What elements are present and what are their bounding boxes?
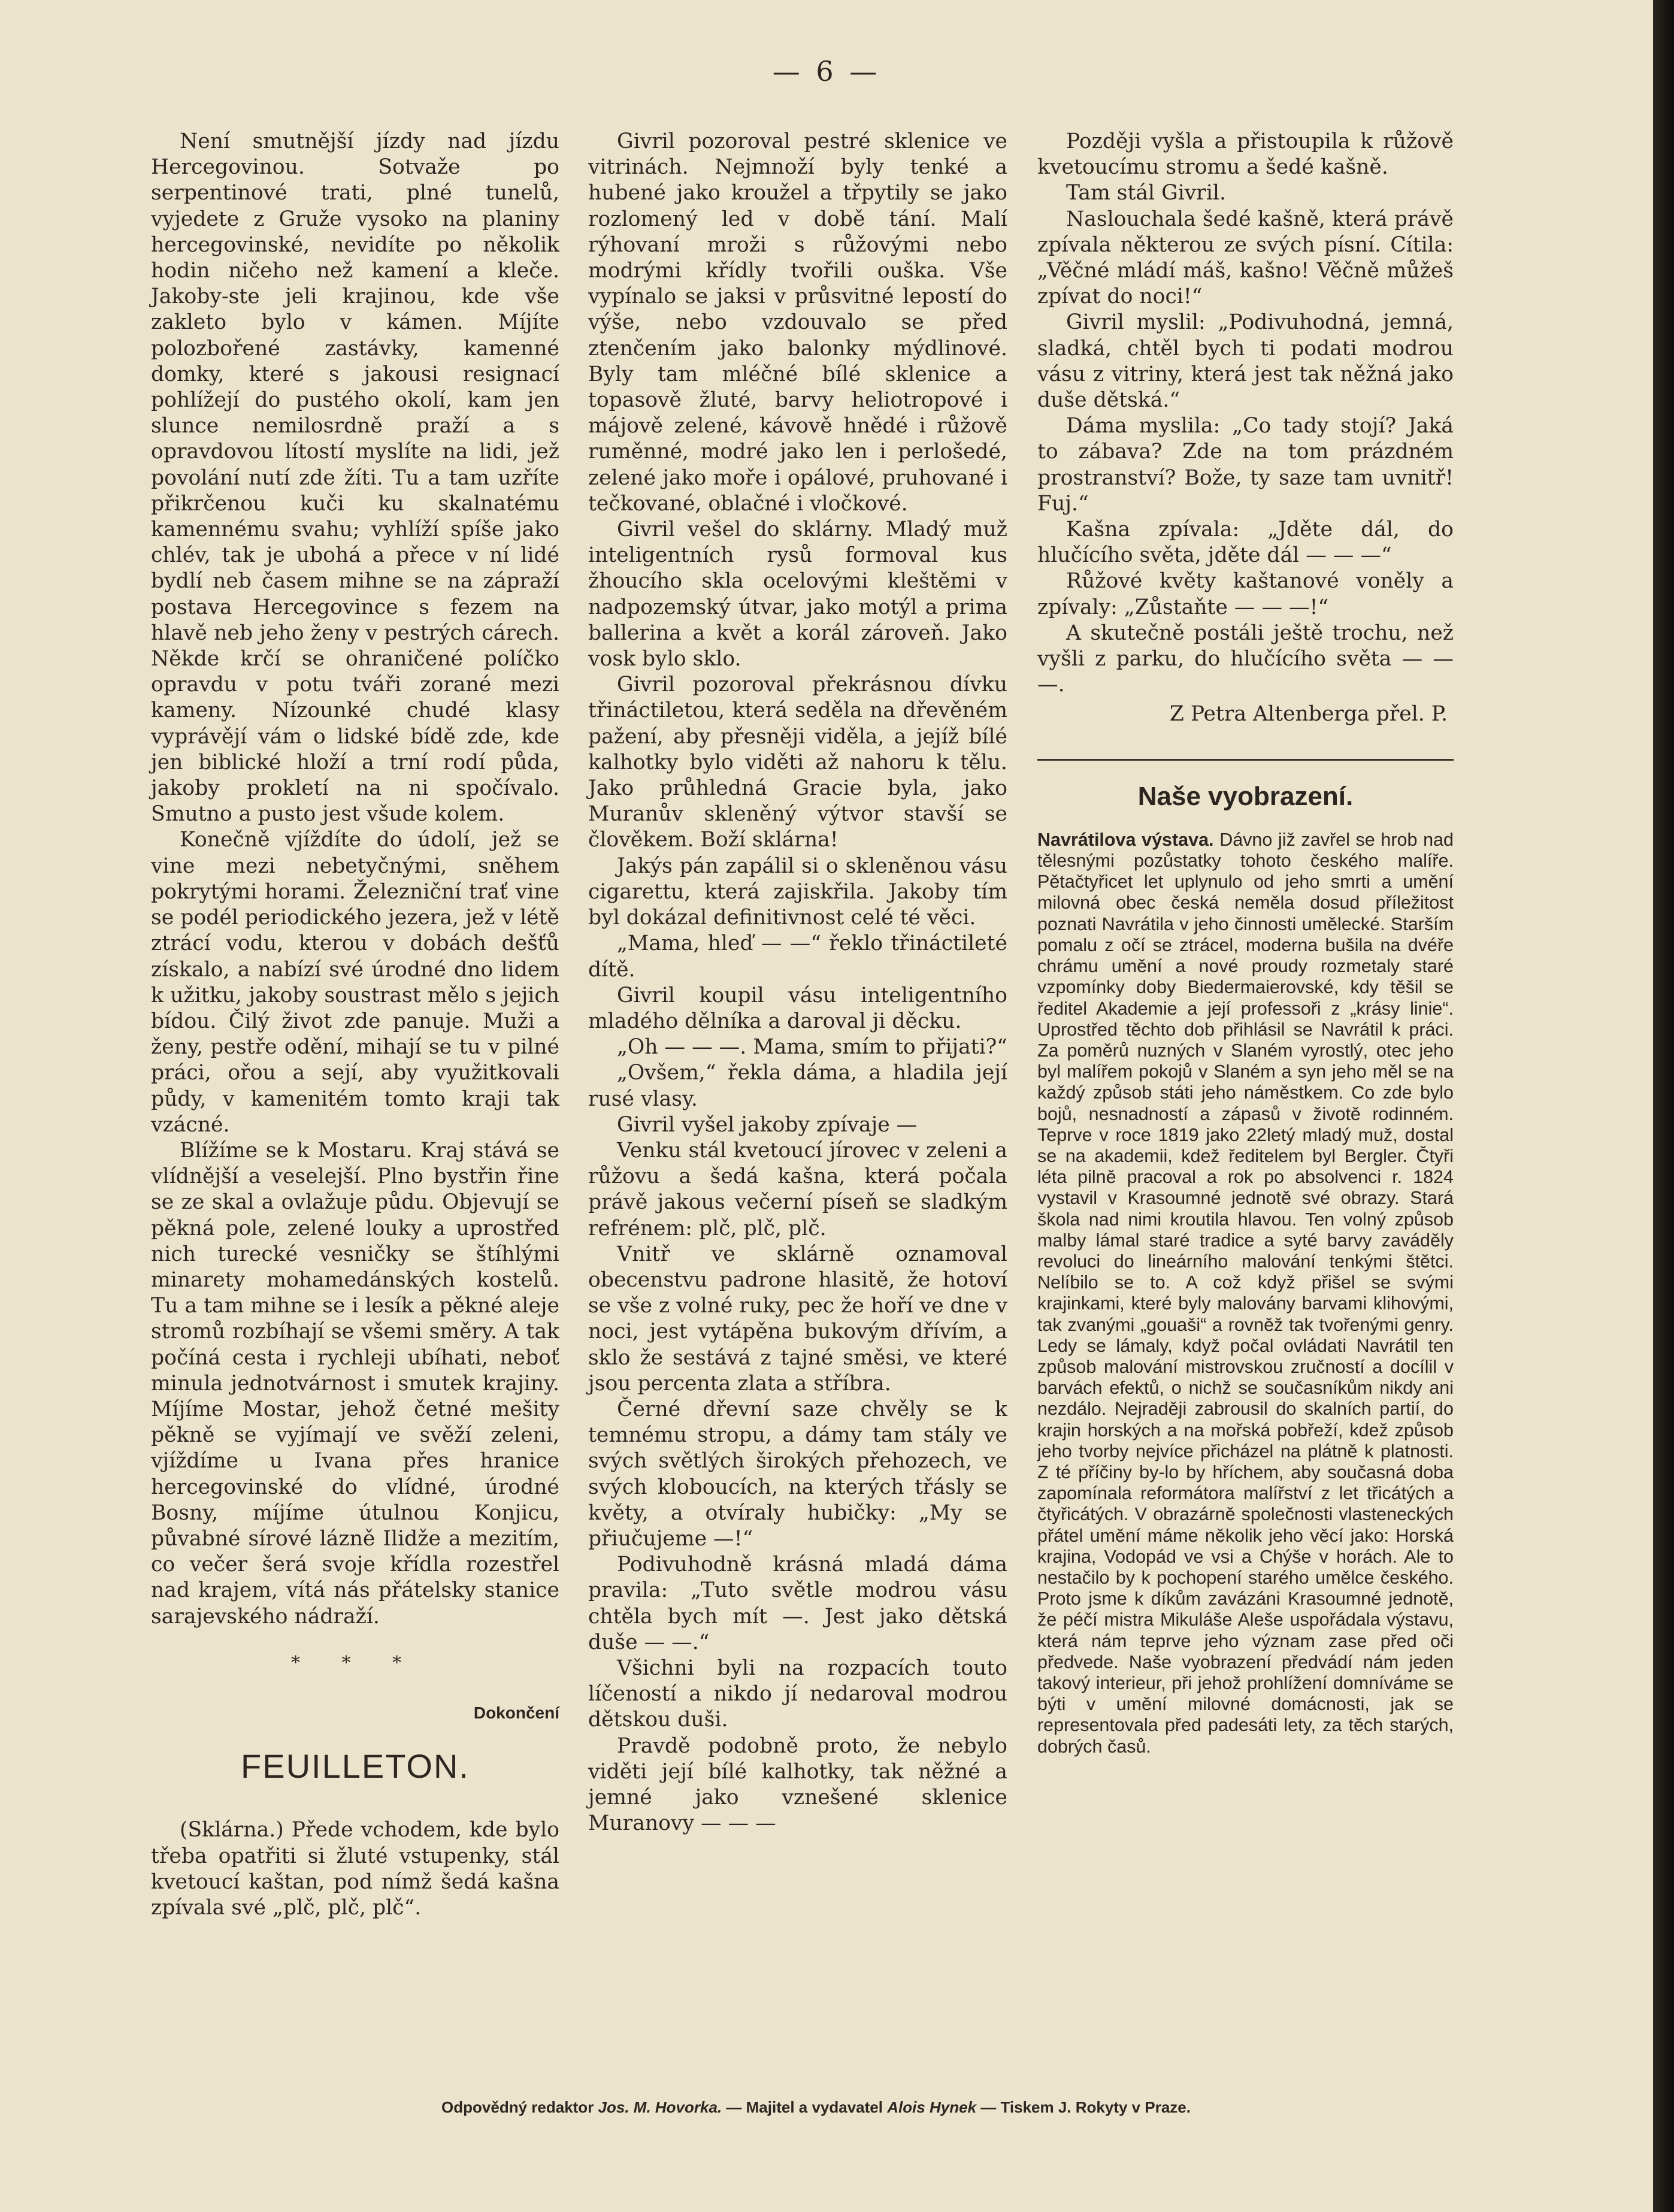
section-title: Naše vyobrazení. [1137,781,1354,811]
story-paragraph: „Mama, hleď — —“ řeklo třináctileté dítě. [588,931,1007,982]
exhibition-lead: Navrátilova výstava. [1037,829,1214,850]
story-paragraph: „Ovšem,“ řekla dáma, a hladila její rusé vlasy. [588,1061,1007,1111]
story-paragraph: Givril pozoroval překrásnou dívku třináctiletou, která seděla na dřevěném pažení, aby přesněji viděla, a jejíž bílé kalhotky bylo viděti až nahoru k tělu. Jako průhledná Gracie byla, jako Muranův skleněný výtvor stavší se člověkem. Boží sklárna! [588,673,1007,852]
story-paragraph: Podivuhodně krásná mladá dáma pravila: „Tuto světle modrou vásu chtěla bych mít —. Jest jako dětská duše — —.“ [588,1553,1007,1654]
imprint-footer [0,2098,1632,2117]
story-paragraph: Jakýs pán zapálil si o skleněnou vásu cigarettu, která zajiskřila. Jakoby tím byl dokázal definitivnost celé té věci. [588,854,1007,930]
story-paragraph: „Oh — — —. Mama, smím to přijati?“ [617,1035,1007,1060]
story-paragraph: A skutečně postáli ještě trochu, než vyšli z parku, do hlučícího světa — — —. [1037,621,1454,697]
article-paragraph: Konečně vjíždíte do údolí, jež se vine mezi nebetyčnými, sněhem pokrytými horami. Železniční trať vine se podél periodického jezera, jež v létě ztrácí vodu, kterou v dobách dešťů získalo, a nabízí své úrodné dno lidem k užitku, jakoby soustrast mělo s jejich bídou. Čilý život zde panuje. Muži a ženy, pestře odění, mihají se tu v pilné práci, ořou a sejí, aby využitkovali půdy, v kamenitém tomto kraji tak vzácné. [151,828,559,1137]
story-paragraph: Růžové květy kaštanové voněly a zpívaly: „Zůstaňte — — —!“ [1037,569,1454,619]
footer-publisher: Alois Hynek [887,2098,977,2116]
page-number: — 6 — [772,55,881,87]
column-middle [588,129,1007,1836]
section-separator-stars: * * * [290,1652,420,1674]
translator-signature: Z Petra Altenberga přel. P. [1169,702,1448,727]
story-paragraph: Černé dřevní saze chvěly se k temnému stropu, a dámy tam stály ve svých světlých širokých přehozech, ve svých kloboucích, na kterých třásly se květy, a otvíraly hubičky: „My se přiučujeme —!“ [588,1397,1007,1551]
section-divider [1037,759,1454,761]
footer-prefix: Odpovědný redaktor [441,2098,594,2116]
exhibition-paragraph [1037,830,1454,1757]
story-paragraph: Pravdě podobně proto, že nebylo viděti její bílé kalhotky, tak něžné a jemné jako vznešené sklenice Muranovy — — — [588,1733,1007,1836]
story-paragraph: Givril vyšel jakoby zpívaje — [617,1112,918,1137]
feuilleton-text: Přede vchodem, kde bylo třeba opatřiti si žluté vstupenky, stál kvetoucí kaštan, pod nímž šedá kašna zpívala své „plč, plč, plč“. [151,1818,559,1920]
feuilleton-paragraph [151,1817,559,1921]
story-paragraph: Givril koupil vásu inteligentního mladého dělníka a daroval ji děcku. [588,983,1007,1033]
story-paragraph: Dáma myslila: „Co tady stojí? Jaká to zábava? Zde na tom prázdném prostranství? Bože, ty saze tam uvnitř! Fuj.“ [1037,414,1454,516]
footer-editor: Jos. M. Hovorka. [598,2098,722,2116]
continuation-note: Dokončení [473,1703,559,1722]
story-paragraph: Venku stál kvetoucí jírovec v zeleni a růžovu a šedá kašna, která počala právě jakous večerní píseň se sladkým refrénem: plč, plč, plč. [588,1138,1007,1240]
story-paragraph: Později vyšla a přistoupila k růžově kvetoucímu stromu a šedé kašně. [1037,129,1454,180]
story-paragraph: Kašna zpívala: „Jděte dál, do hlučícího světa, jděte dál — — —“ [1037,518,1454,568]
feuilleton-lead: (Sklárna.) [180,1818,284,1842]
story-paragraph: Tam stál Givril. [1066,181,1226,205]
column-left [151,129,559,1921]
story-paragraph: Vnitř ve sklárně oznamoval obecenstvu padrone hlasitě, že hotoví se vše z volné ruky, pec že hoří ve dne v noci, jest vytápěna bukovým dřívím, a sklo že sestává z tajné směsi, ve které jsou percenta zlata a stříbra. [588,1242,1007,1396]
footer-mid: — Majitel a vydavatel [726,2098,883,2116]
story-paragraph: Naslouchala šedé kašně, která právě zpívala některou ze svých písní. Cítila: „Věčné mládí máš, kašno! Věčně můžeš zpívat do noci!“ [1037,207,1454,309]
article-paragraph: Není smutnější jízdy nad jízdu Hercegovinou. Sotvaže po serpentinové trati, plné tunelů, vyjedete z Gruže vysoko na planiny hercegovinské, nevidíte po několik hodin ničeho než kamení a kleče. Jakoby-ste jeli krajinou, kde vše zakleto bylo v kámen. Míjíte polozbořené zastávky, kamenné domky, které s jakousi resignací pohlížejí do pustého okolí, kam jen slunce nemilosrdně praží a s opravdovou lítostí myslíte na lidi, jež povolání nutí zde žíti. Tu a tam uzříte přikrčenou kuči ku skalnatému kamennému svahu; vyhlíží spíše jako chlév, tak je ubohá a přece v ní lidé bydlí neb časem mihne se na zápraží postava Hercegovince s fezem na hlavě neb jeho ženy v pestrých cárech. Někde krčí se ohraničené políčko opravdu v potu tváři zorané mezi kameny. Nízounké chudé klasy vyprávějí vám o lidské bídě zde, kde jen biblické hloží a trní rodí půda, jakoby prokletí na ni spočívalo. Smutno a pusto jest všude kolem. [151,129,559,827]
story-paragraph: Givril myslil: „Podivuhodná, jemná, sladká, chtěl bych ti podati modrou vásu z vitriny, která jest tak něžná jako duše dětská.“ [1037,310,1454,413]
article-paragraph: Blížíme se k Mostaru. Kraj stává se vlídnější a veselejší. Plno bystřin řine se ze skal a ovlažuje půdu. Objevují se pěkná pole, zelené louky a uprostřed nich turecké vesničky se štíhlými minarety mohamedánských kostelů. Tu a tam mihne se i lesík a pěkné aleje stromů rozbíhají se všemi směry. A tak počíná cesta i rychleji ubíhati, neboť minula jednotvárnost i smutek krajiny. Míjíme Mostar, jehož četné mešity pěkně se vyjímají ve svěží zeleni, vjíždíme u Ivana přes hranice hercegovinské do vlídné, úrodné Bosny, míjíme útulnou Konjicu, půvabné sírové lázně Ilidže a mezitím, co večer šerá svoje křídla rozestřel nad krajem, vítá nás přátelsky stanice sarajevského nádraží. [151,1138,559,1629]
exhibition-text: Dávno již zavřel se hrob nad tělesnými pozůstatky tohoto českého malíře. Pětačtyřicet let uplynulo od jeho smrti a umění milovná obec česká neměla dosud příležitost poznati Navrátila v jeho činnosti umělecké. Starším pomalu z očí se ztrácel, moderna bušila na dvéře chrámu umění a nové proudy rozmetaly staré vzpomínky doby Biedermaierovské, kdy těšil se ředitel Akademie a její professoři z „krásy linie“. Uprostřed těchto dob přihlásil se Navrátil k práci. Za poměrů nuzných v Slaném vyrostlý, otec jeho byl malířem pokojů v Slaném a syn jeho měl se na každý způsob státi jeho náměstkem. Co zde bylo bojů, nesnadností a zápasů v životě rodinném. Teprve v roce 1819 jako 22letý mladý muž, dostal se na akademii, kdež ředitelem byl Bergler. Čtyři léta pilně pracoval a rok po absolvenci r. 1824 vystavil v Krasoumné jednotě své obrazy. Stará škola nad nimi kroutila hlavou. Ten volný způsob malby lámal staré tradice a syté barvy zaváděly revoluci do lineárního malování tenkými štětci. Nelíbilo se to. A což když přišel se svými krajinkami, které byly malovány barvami klihovými, tak zvanými „gouaši“ a rovněž tak tvořenými genry. Ledy se lámaly, když počal ovládati Navrátil ten způsob malování mistrovskou zručností a docílil v barvách efektů, o nichž se současníkům nikdy ani nezdálo. Nejraději zabrousil do skalních partií, do krajin horských a na mořská pobřeží, kdež způsob jeho tvorby nejvíce přicházel na plátně k platnosti. Z té příčiny by-lo by hříchem, aby současná doba zapomínala reformátora malířství z let třicátých a čtyřicátých. V obrazárně společnosti vlasteneckých přátel umění máme několik jeho věcí jako: Horská krajina, Vodopád ve vsi a Chýše v horách. Ale to nestačilo by k pochopení starého umělce českého. Proto jsme k díkům zavázáni Krasoumné jednotě, že péčí mistra Mikuláše Aleše uspořádala výstavu, která nám teprve jeho význam zase před oči předvede. Naše vyobrazení předvádí nám jeden takový interieur, při jehož prohlížení domníváme se býti v umění milovné domácnosti, jak se representovala před padesáti lety, za těch starých, dobrých časů. [1037,829,1454,1757]
exhibition-article [1037,830,1454,1757]
story-paragraph: Givril pozoroval pestré sklenice ve vitrinách. Nejmnoží byly tenké a hubené jako kroužel a třpytily se jako rozlomený led v době tání. Malí rýhovaní mroži s růžovými nebo modrými křídly tvořili ouška. Vše vypínalo se jaksi v průsvitné lepostí do výše, nebo vzdouvalo se před ztenčením jako balonky mýdlinové. Byly tam mléčné bílé sklenice a topasově žluté, barvy heliotropové i májově zelené, kávově hnědé i růžově ruměnné, modré jako len i perlošedé, zelené jako moře i opálové, pruhované i tečkované, oblačné i vločkové. [588,129,1007,516]
footer-suffix: — Tiskem J. Rokyty v Praze. [980,2098,1191,2116]
column-right [1037,129,1454,1757]
story-paragraph: Givril vešel do sklárny. Mladý muž inteligentních rysů formoval kus žhoucího skla ocelovými kleštěmi v nadpozemský útvar, jako motýl a prima ballerina a květ a korál zároveň. Jako vosk bylo sklo. [588,518,1007,671]
book-spine [1653,0,1674,2212]
story-paragraph: Všichni byli na rozpacích touto líčeností a nikdo jí nedaroval modrou dětskou duši. [588,1656,1007,1732]
feuilleton-heading: FEUILLETON. [241,1747,470,1786]
